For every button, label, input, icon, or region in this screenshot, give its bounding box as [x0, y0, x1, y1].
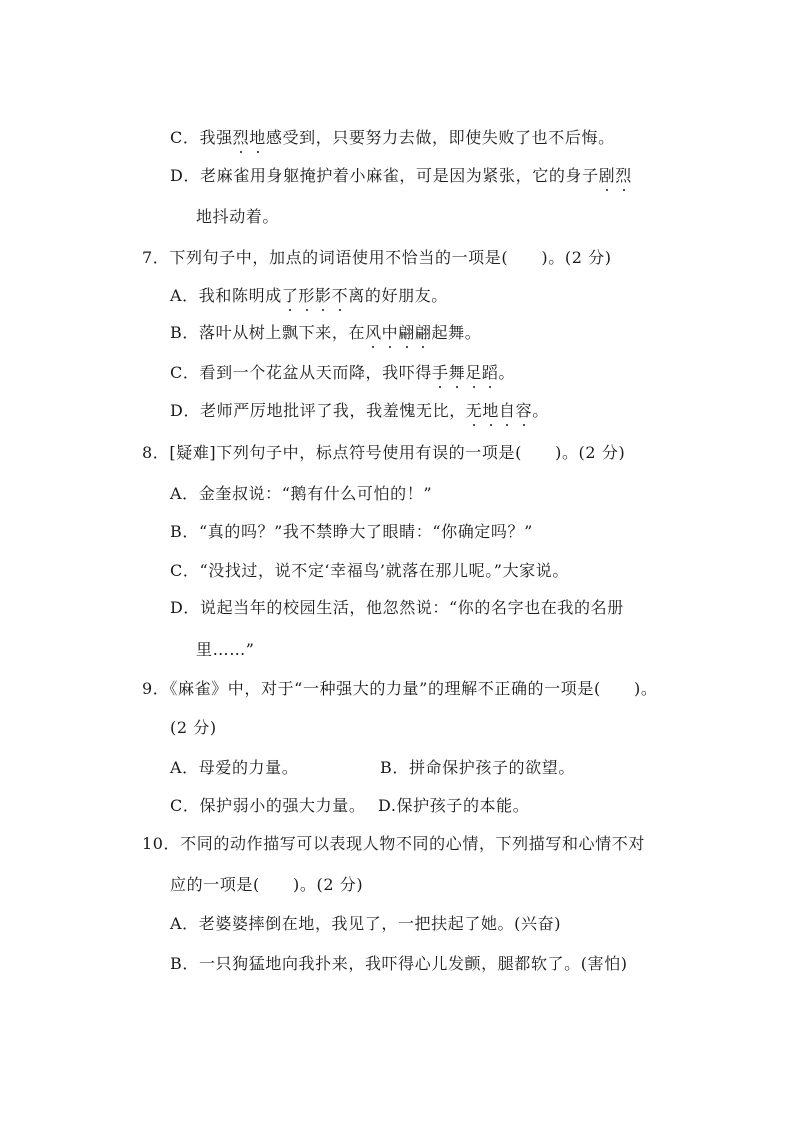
q10-option-a: A．老婆婆摔倒在地，我见了，一把扶起了她。(兴奋)	[170, 914, 562, 933]
q9-stem-line1: 9．《麻雀》中，对于“一种强大的力量”的理解不正确的一项是( )。	[142, 679, 658, 698]
q9-option-a: A．母爱的力量。	[170, 758, 299, 777]
q6-option-d-line1: D．老麻雀用身躯掩护着小麻雀，可是因为紧张，它的身子剧烈	[170, 166, 632, 185]
q8-stem: 8．[疑难]下列句子中，标点符号使用有误的一项是( )。(2 分)	[142, 443, 626, 462]
q9-option-b: B．拼命保护孩子的欲望。	[380, 758, 575, 777]
q8-option-d-line2: 里……”	[196, 640, 255, 659]
q7-stem: 7．下列句子中，加点的词语使用不恰当的一项是( )。(2 分)	[142, 248, 612, 267]
q7-option-c: C．看到一个花盆从天而降，我吓得手舞足蹈。	[170, 363, 516, 382]
q9-option-d: D.保护孩子的本能。	[378, 796, 530, 815]
q8-option-b: B．“真的吗？”我不禁睁大了眼睛：“你确定吗？”	[170, 522, 533, 541]
q9-option-c: C．保护弱小的强大力量。	[170, 796, 366, 815]
q7-option-d: D．老师严厉地批评了我，我羞愧无比，无地自容。	[170, 401, 549, 420]
q7-option-b: B．落叶从树上飘下来，在风中翩翩起舞。	[170, 323, 482, 342]
q7-option-a: A．我和陈明成了形影不离的好朋友。	[170, 286, 448, 305]
q8-option-d-line1: D．说起当年的校园生活，他忽然说：“你的名字也在我的名册	[170, 598, 624, 617]
q10-option-b: B．一只狗猛地向我扑来，我吓得心儿发颤，腿都软了。(害怕)	[170, 954, 628, 973]
q10-stem-line1: 10．不同的动作描写可以表现人物不同的心情，下列描写和心情不对	[142, 834, 645, 853]
q8-option-a: A．金奎叔说：“鹅有什么可怕的！”	[170, 484, 433, 503]
q9-stem-line2: (2 分)	[170, 718, 217, 737]
q8-option-c: C．“没找过，说不定‘幸福鸟’就落在那儿呢。”大家说。	[170, 561, 569, 580]
q10-stem-line2: 应的一项是( )。(2 分)	[170, 875, 364, 894]
q6-option-c: C．我强烈地感受到，只要努力去做，即使失败了也不后悔。	[170, 128, 615, 147]
q6-option-d-line2: 地抖动着。	[196, 207, 280, 226]
